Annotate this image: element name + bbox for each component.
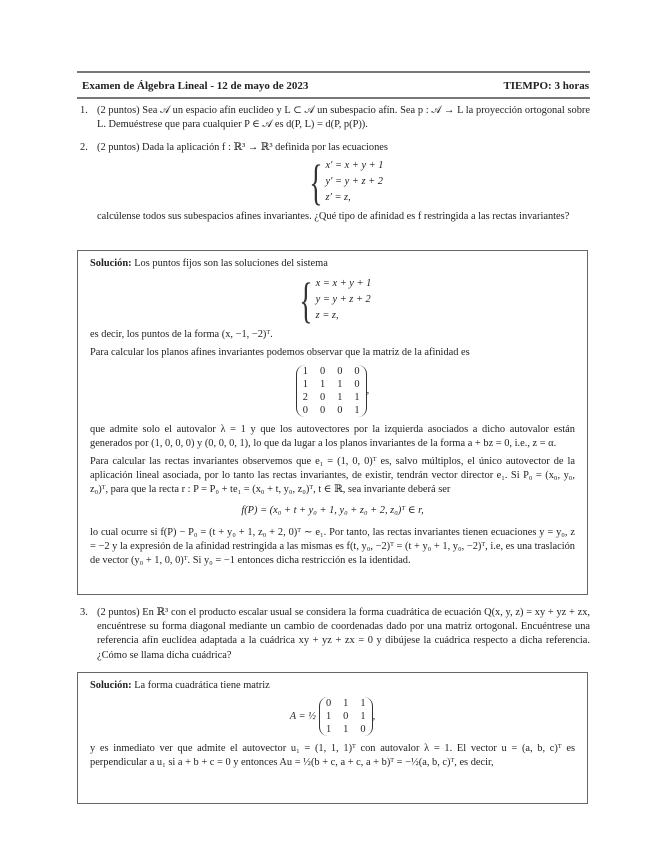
- equation: f(P) = (x₀ + t + y₀ + 1, y₀ + z₀ + 2, z₀)ᵀ ∈ r,: [241, 504, 424, 516]
- matrix-entry: 0: [360, 724, 366, 736]
- matrix-entry: 1: [302, 365, 308, 377]
- header-top-rule: [77, 71, 590, 73]
- matrix-entry: 0: [325, 698, 332, 710]
- matrix-prefix: A = ½: [289, 710, 316, 722]
- matrix-entry: 0: [319, 404, 326, 416]
- solution-text: que admite solo el autovalor λ = 1 y que los autovectores por la izquierda asociados a dicho autovalor están generados por (1, 0, 0, 0) y (0, 0, 0, 1), lo que da lugar a los planos invariantes de la forma a + bz = 0, i.e., z = α.: [90, 423, 575, 449]
- matrix: [90, 697, 575, 736]
- matrix-entry: 1: [337, 378, 343, 390]
- solution-text: La forma cuadrática tiene matriz: [134, 680, 270, 691]
- brace-symbol: {: [308, 154, 323, 211]
- matrix-entry: 0: [337, 404, 343, 416]
- question-2: [80, 141, 590, 224]
- equation: z = z,: [315, 310, 339, 322]
- brace-symbol: {: [299, 272, 313, 329]
- matrix-entry: 0: [302, 404, 308, 416]
- matrix-entry: 1: [360, 698, 366, 710]
- matrix-entry: 0: [319, 365, 326, 377]
- question-number: 1.: [80, 105, 88, 116]
- question-number: 2.: [80, 142, 88, 153]
- header-bottom-rule: [77, 97, 590, 99]
- matrix-entry: 1: [325, 711, 332, 723]
- equation: x′ = x + y + 1: [325, 160, 384, 172]
- solution-box-3: [77, 672, 588, 804]
- punctuation: ,: [366, 384, 370, 396]
- exam-time: TIEMPO: 3 horas: [503, 80, 589, 92]
- exam-title: Examen de Álgebra Lineal - 12 de mayo de 2023: [82, 80, 309, 92]
- question-text: calcúlense todos sus subespacios afines invariantes. ¿Qué tipo de afinidad es f restringida a las rectas invariantes?: [97, 211, 570, 223]
- matrix-entry: 0: [337, 365, 343, 377]
- solution-label: Solución:: [90, 258, 132, 269]
- matrix-entry: 1: [343, 724, 349, 736]
- question-intro: (2 puntos) Dada la aplicación f : ℝ³ → ℝ³ definida por las ecuaciones: [97, 142, 388, 153]
- equation: y = y + z + 2: [315, 294, 371, 306]
- question-number: 3.: [80, 607, 88, 618]
- equation-system: [90, 272, 575, 329]
- question-3: [80, 606, 590, 663]
- matrix-entry: 1: [354, 391, 360, 403]
- matrix-entry: 1: [354, 404, 360, 416]
- exam-header: [82, 79, 589, 93]
- solution-text: Los puntos fijos son las soluciones del sistema: [134, 258, 328, 269]
- equation: z′ = z,: [325, 192, 351, 204]
- matrix-entry: 0: [319, 391, 326, 403]
- equation: y′ = y + z + 2: [325, 176, 383, 188]
- matrix-entry: 1: [337, 391, 343, 403]
- matrix: [90, 365, 575, 417]
- solution-text: es decir, los puntos de la forma (x, −1, −2)ᵀ.: [90, 329, 273, 341]
- equation-system: [97, 154, 590, 211]
- solution-text: Para calcular las rectas invariantes observemos que e₁ = (1, 0, 0)ᵀ es, salvo múltiplos, el único autovector de la aplicación lineal asociada, por lo tanto las rectas invariantes, de existir, tendrán vector director e₁. Si P₀ = (x₀, y₀, z₀)ᵀ, para que la recta r : P = P₀ + te₁ = (x₀ + t, y₀, z₀)ᵀ, t ∈ ℝ, sea invariante deberá ser: [90, 456, 575, 496]
- equation: x = x + y + 1: [315, 278, 372, 290]
- matrix-entry: 1: [360, 711, 366, 723]
- solution-text: lo cual ocurre si f(P) − P₀ = (t + y₀ + 1, z₀ + 2, 0)ᵀ ∼ e₁. Por tanto, las rectas invariantes tienen ecuaciones y = y₀, z = −2 y la expresión de la afinidad restringida a las mismas es f(t, y₀, −2)ᵀ = (t + y₀ + 1, y₀, −2)ᵀ, i.e, es una traslación de vector (y₀ + 1, 0, 0)ᵀ. Si y₀ = −1 entonces dicha restricción es la identidad.: [90, 526, 575, 567]
- matrix-entry: 1: [325, 724, 332, 736]
- matrix-entry: 0: [354, 378, 360, 390]
- matrix-entry: 0: [343, 711, 349, 723]
- solution-text: Para calcular los planos afines invariantes podemos observar que la matriz de la afinidad es: [90, 347, 470, 359]
- question-text: (2 puntos) En ℝ³ con el producto escalar usual se considera la forma cuadrática de ecuación Q(x, y, z) = xy + yz + zx, encuéntrese su forma diagonal mediante un cambio de coordenadas dado por una matriz ortogonal. Encuéntrese una referencia afín euclídea adaptada a la cuádrica xy + yz + zx = 0 y dibújese la cuádrica respecto a dicha referencia. ¿Cómo se llama dicha cuádrica?: [97, 607, 590, 661]
- punctuation: ,: [372, 710, 376, 722]
- question-text: (2 puntos) Sea 𝒜 un espacio afín euclídeo y L ⊂ 𝒜 un subespacio afín. Sea p : 𝒜 → L la proyección ortogonal sobre L. Demuéstrese que para cualquier P ∈ 𝒜 es d(P, L) = d(P, p(P)).: [97, 105, 590, 131]
- matrix-entry: 0: [354, 365, 360, 377]
- matrix-entry: 2: [302, 391, 308, 403]
- matrix-entry: 1: [319, 378, 326, 390]
- solution-box-2: [77, 250, 588, 595]
- question-1: [80, 104, 590, 132]
- matrix-entry: 1: [343, 698, 349, 710]
- solution-text: y es inmediato ver que admite el autovector u₁ = (1, 1, 1)ᵀ con autovalor λ = 1. El vector u = (a, b, c)ᵀ es perpendicular a u₁ si a + b + c = 0 y entonces Au = ½(b + c, a + c, a + b)ᵀ = −½(a, b, c)ᵀ, es decir,: [90, 743, 575, 769]
- solution-label: Solución:: [90, 680, 132, 691]
- matrix-entry: 1: [302, 378, 308, 390]
